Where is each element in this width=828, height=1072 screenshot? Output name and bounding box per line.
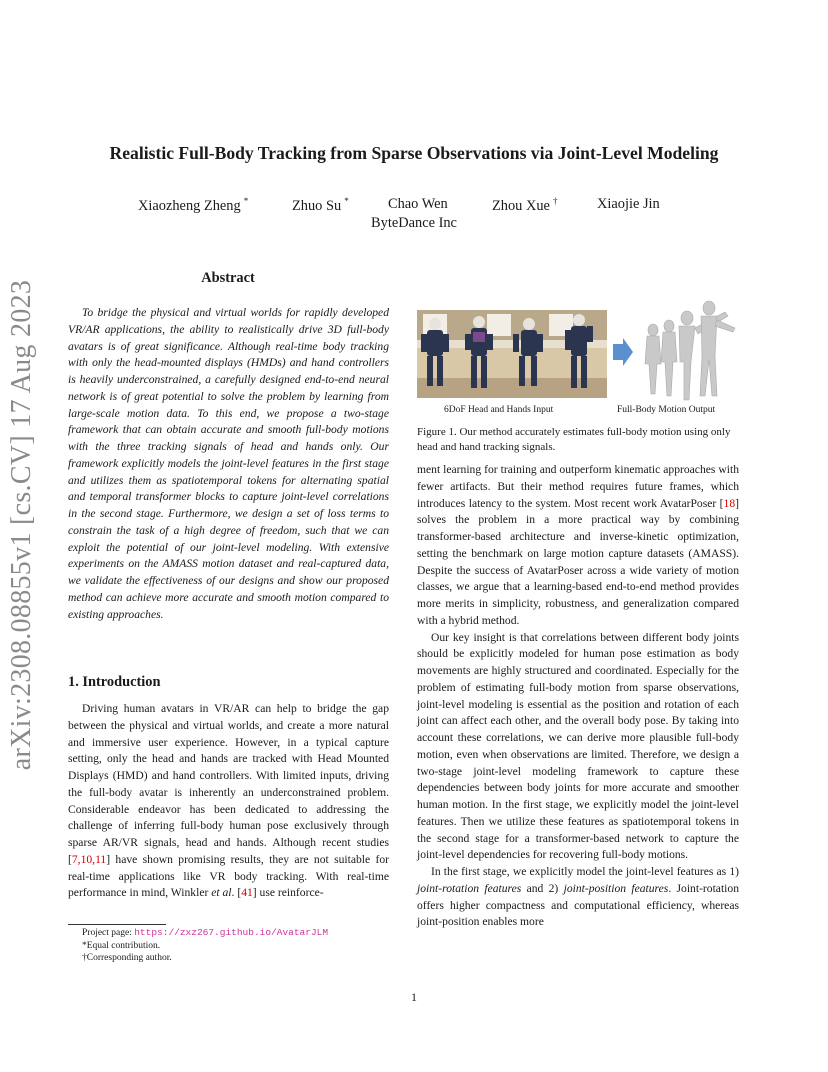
author-1: Xiaozheng Zheng * — [138, 196, 249, 214]
citation-link[interactable]: 7,10,11 — [71, 852, 107, 866]
citation-link[interactable]: 18 — [723, 496, 736, 510]
introduction-right-column — [417, 462, 739, 931]
footnote-project-page: Project page: https://zxz267.github.io/AvatarJLM — [82, 927, 329, 938]
footnote-corresponding-author: †Corresponding author. — [82, 953, 172, 963]
project-page-link[interactable]: https://zxz267.github.io/AvatarJLM — [134, 927, 329, 938]
arxiv-stamp-text: arXiv:2308.08855v1 [cs.CV] 17 Aug 2023 — [6, 279, 37, 771]
abstract-heading: Abstract — [201, 270, 255, 286]
arrow-icon — [613, 338, 633, 366]
footnotes — [68, 927, 398, 965]
author-3: Chao Wen — [388, 196, 448, 212]
footnote-equal-contribution: *Equal contribution. — [82, 940, 161, 951]
intro-paragraph-2: ment learning for training and outperform kinematic approaches with fewer artifacts. But their method requires future frames, which introduces latency to the system. Most recent work AvatarPoser [18] solves the problem in a more practical way by combining transformer-based architecture and inverse-kinetic optimization, setting the benchmark on large motion capture datasets (AMASS). Despite the success of AvatarPoser across a wide variety of motion classes, we argue that a learning-based end-to-end method provides more merits in simplicity, robustness, and generalization compared with a hybrid method. — [417, 463, 739, 627]
figure-label-output: Full-Body Motion Output — [617, 405, 716, 415]
intro-paragraph-3: Our key insight is that correlations between different body joints should be explicitly modeled for human pose estimation as body movements are highly structured and coordinated. Especially for the problem of estimating full-body motion from sparse observations, joint-level modeling is essential as the position and rotation of each joint can affect each other, and the overall body pose. By taking into account these correlations, we can derive more plausible full-body motion, even when observations are limited. Therefore, we design a two-stage joint-level modeling framework to capture these dependencies between body joints for more accurate and smoother human motion. In the first stage, we explicitly model the joint-level features. Then we utilize these features as spatiotemporal tokens in the second stage for a transformer-based network to capture the joint-level dependencies for recovering full-body motions. — [417, 630, 739, 862]
page-number: 1 — [411, 990, 417, 1004]
author-2: Zhuo Su * — [292, 196, 349, 214]
footnote-divider — [68, 924, 166, 925]
figure-caption: Figure 1. Our method accurately estimates full-body motion using only head and hand tracking signals. — [417, 426, 731, 453]
citation-link[interactable]: 41 — [241, 886, 253, 900]
affiliation: ByteDance Inc — [371, 215, 457, 231]
abstract-body — [68, 305, 389, 623]
figure-1 — [417, 300, 739, 418]
author-4: Zhou Xue † — [492, 196, 558, 214]
abstract-paragraph: To bridge the physical and virtual worlds for rapidly developed VR/AR applications, the ability to realistically drive 3D full-body avatars is of great significance. Although real-time body tracking with only the head-mounted displays (HMDs) and hand controllers is heavily underconstrained, a carefully designed end-to-end neural network is of great potential to solve the problem by learning from large-scale motion data. To this end, we propose a two-stage framework that can obtain accurate and smooth full-body motions with the three tracking signals of head and hands only. Our framework explicitly models the joint-level features in the first stage and utilizes them as spatiotemporal tokens for alternating spatial and temporal transformer blocks to capture joint-level correlations in the second stage. Furthermore, we design a set of loss terms to constrain the task of a high degree of freedom, such that we can exploit the potential of our joint-level modeling. With extensive experiments on the AMASS motion dataset and real-captured data, we validate the effectiveness of our designs and show our proposed method can achieve more accurate and smooth motion compared to existing approaches. — [68, 306, 389, 621]
input-video-frames — [417, 310, 607, 398]
intro-paragraph-1: Driving human avatars in VR/AR can help to bridge the gap between the physical and virtual worlds, and create a more natural and immersive user experience. However, in a typical capture setting, only the head and hands are tracked with Head Mounted Displays (HMD) and hand controllers. With limited inputs, driving the full-body avatar is inherently an underconstrained problem. Considerable endeavor has been dedicated to addressing the challenge of inferring full-body human pose exclusively through sparse AR/VR signals, head and hands. Although recent studies [7,10,11] have shown promising results, they are not suitable for real-time applications like VR body tracking. With real-time performance in mind, Winkler et al. [41] use reinforce- — [68, 702, 389, 900]
output-body-meshes — [645, 301, 735, 400]
author-list — [130, 196, 690, 216]
section-heading-introduction: 1. Introduction — [68, 674, 161, 690]
intro-paragraph-4: In the first stage, we explicitly model the joint-level features as 1) joint-rotation features and 2) joint-position features. Joint-rotation offers higher compactness and computational efficiency, whereas joint-position enables more — [417, 865, 739, 929]
paper-title: Realistic Full-Body Tracking from Sparse Observations via Joint-Level Modeling — [109, 143, 719, 163]
author-5: Xiaojie Jin — [597, 196, 660, 212]
introduction-left-column — [68, 701, 389, 902]
figure-label-input: 6DoF Head and Hands Input — [444, 405, 554, 415]
